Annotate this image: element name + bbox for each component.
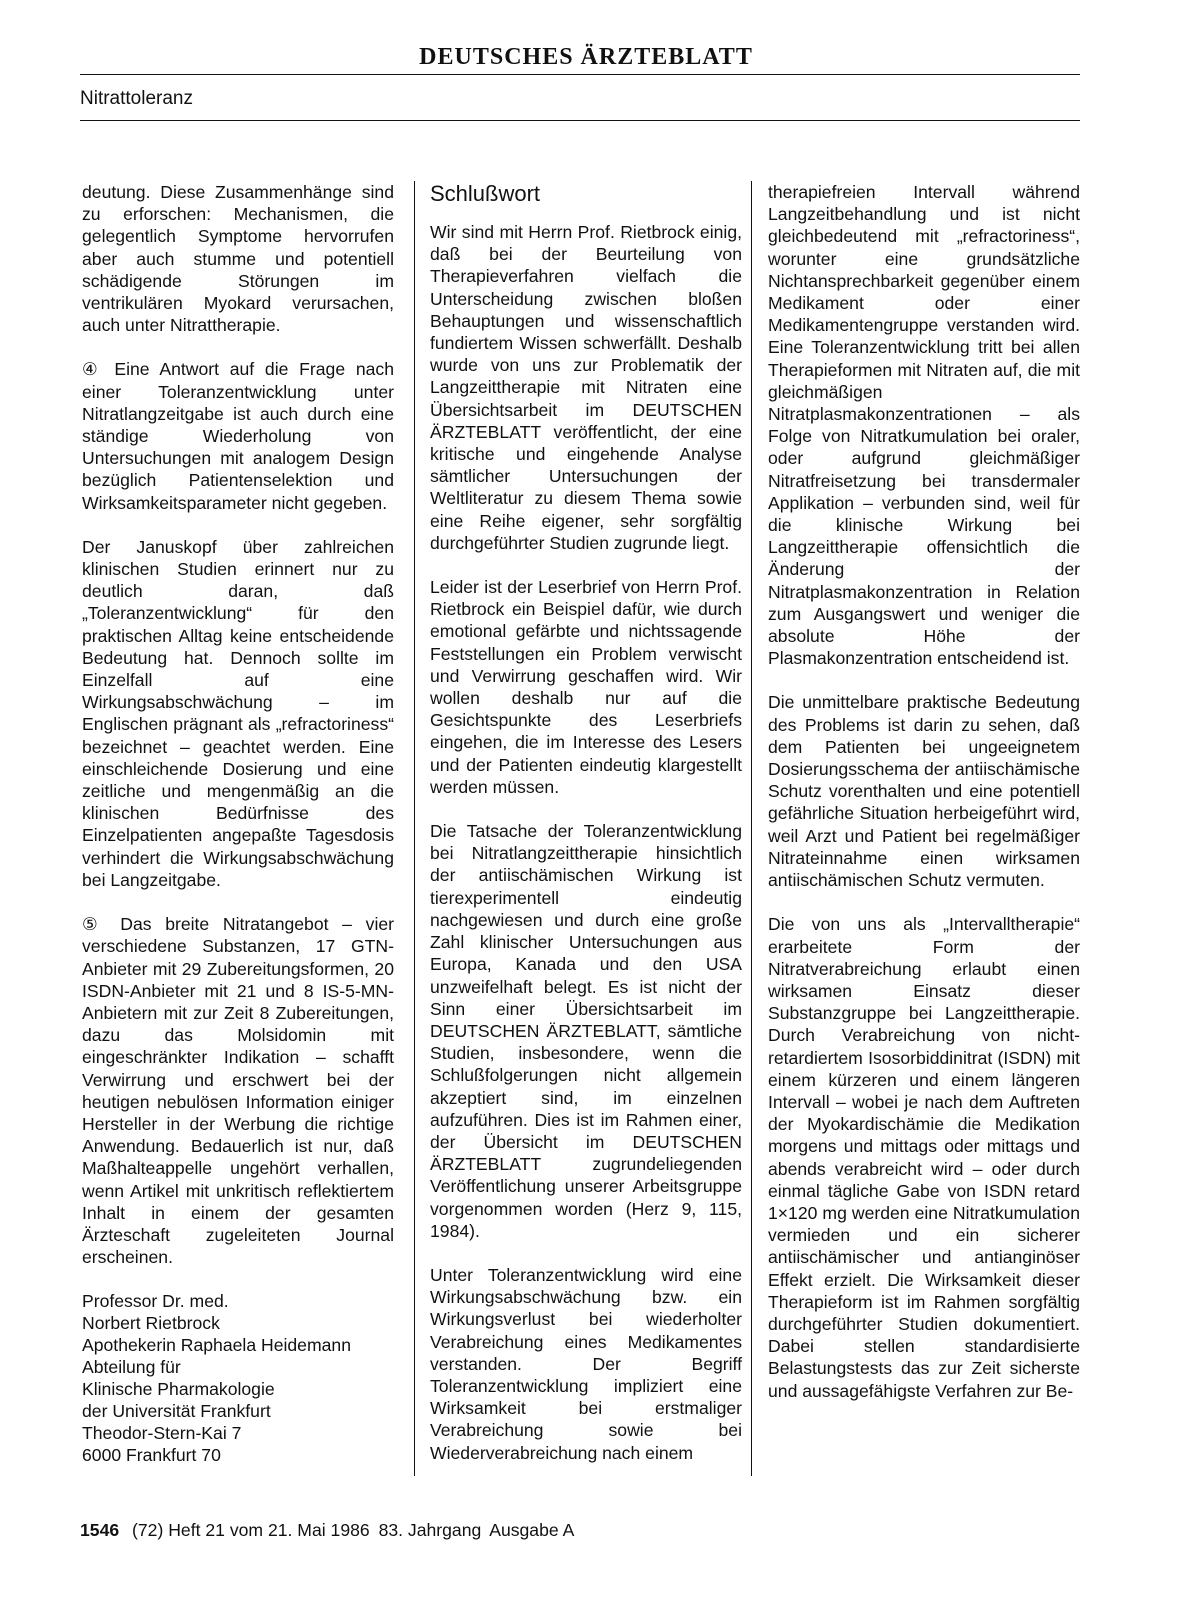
paragraph: Unter Toleranzentwicklung wird eine Wirkungsabschwächung bzw. ein Wirkungsverlust bei wiederholter Verabreichung eines Medikamentes verstanden. Der Begriff Toleranzentwicklung impliziert eine Wirksamkeit bei erstmaliger Verabreichung sowie bei Wiederverabreichung nach einem xyxy=(430,1264,742,1463)
paragraph: therapiefreien Intervall während Langzeitbehandlung und ist nicht gleichbedeutend mit „refractoriness“, worunter eine grundsätzliche Nichtansprechbarkeit gegenüber einem Medikament oder einer Medikamentengruppe verstanden wird. Eine Toleranzentwicklung tritt bei allen Therapieformen mit Nitraten auf, die mit gleichmäßigen Nitratplasmakonzentrationen – als Folge von Nitratkumulation bei oraler, oder aufgrund gleichmäßiger Nitratfreisetzung bei transdermaler Applikation – verbunden sind, weil für die klinische Wirkung bei Langzeittherapie offensichtlich die Änderung der Nitratplasmakonzentration in Relation zum Ausgangswert und weniger die absolute Höhe der Plasmakonzentration entscheidend ist. xyxy=(768,182,1080,669)
edition-info: Ausgabe A xyxy=(489,1520,575,1540)
paragraph: Leider ist der Leserbrief von Herrn Prof. Rietbrock ein Beispiel dafür, wie durch emotional gefärbte und nichtssagende Feststellungen ein Problem verwischt und Verwirrung geschaffen wird. Wir wollen deshalb nur auf die Gesichtspunkte des Leserbriefs eingehen, die im Interesse des Lesers und der Patienten eindeutig klargestellt werden müssen. xyxy=(430,577,742,797)
signature-line: Abteilung für xyxy=(82,1357,181,1378)
header-rule-top xyxy=(80,74,1080,75)
masthead-title: DEUTSCHES ÄRZTEBLATT xyxy=(419,44,753,70)
column-divider xyxy=(414,181,415,1476)
column-1 xyxy=(82,181,394,1466)
column-3 xyxy=(768,181,1080,1424)
paragraph: Der Januskopf über zahlreichen klinischen Studien erinnert nur zu deutlich daran, daß „Toleranzentwicklung“ für den praktischen Alltag keine entscheidende Bedeutung hat. Dennoch sollte im Einzelfall auf eine Wirkungsabschwächung – im Englischen prägnant als „refractoriness“ bezeichnet – geachtet werden. Eine einschleichende Dosierung und eine zeitliche und mengenmäßig an die klinischen Bedürfnisse des Einzelpatienten angepaßte Tagesdosis verhindert die Wirkungsabschwächung bei Langzeitgabe. xyxy=(82,536,394,890)
paragraph: Die Tatsache der Toleranzentwicklung bei Nitratlangzeittherapie hinsichtlich der antiischämischen Wirkung ist tierexperimentell eindeutig nachgewiesen und durch eine große Zahl klinischer Untersuchungen aus Europa, Kanada und den USA unzweifelhaft belegt. Es ist nicht der Sinn einer Übersichtsarbeit im DEUTSCHEN ÄRZTEBLATT, sämtliche Studien, insbesondere, wenn die Schlußfolgerungen nicht allgemein akzeptiert sind, im einzelnen aufzuführen. Dies ist im Rahmen einer, der Übersicht im DEUTSCHEN ÄRZTEBLATT zugrundeliegenden Veröffentlichung unserer Arbeitsgruppe vorgenommen worden (Herz 9, 115, 1984). xyxy=(430,821,742,1241)
volume-info: 83. Jahrgang xyxy=(378,1520,482,1540)
reply-heading: Schlußwort xyxy=(430,181,541,206)
signature-line: Norbert Rietbrock xyxy=(82,1313,220,1334)
signature-line: Theodor-Stern-Kai 7 xyxy=(82,1423,242,1444)
column-divider xyxy=(751,181,752,1476)
signature-line: 6000 Frankfurt 70 xyxy=(82,1445,221,1466)
author-signature xyxy=(82,1290,394,1466)
paragraph: Wir sind mit Herrn Prof. Rietbrock einig, daß bei der Beurteilung von Therapieverfahren vielfach die Unterscheidung zwischen bloßen Behauptungen und wissenschaftlich fundiertem Wissen schwerfällt. Deshalb wurde von uns zur Problematik der Langzeittherapie mit Nitraten eine Übersichtsarbeit im DEUTSCHEN ÄRZTEBLATT veröffentlicht, der eine kritische und eingehende Analyse sämtlicher Untersuchungen der Weltliteratur zu diesem Thema sowie eine Reihe eigener, sehr sorgfältig durchgeführter Studien zugrunde liegt. xyxy=(430,222,742,553)
signature-line: der Universität Frankfurt xyxy=(82,1401,271,1422)
signature-line: Klinische Pharmakologie xyxy=(82,1379,275,1400)
signature-line: Professor Dr. med. xyxy=(82,1291,229,1312)
paragraph: Die von uns als „Intervalltherapie“ erarbeitete Form der Nitratverabreichung erlaubt einen wirksamen Einsatz dieser Substanzgruppe bei Langzeittherapie. Durch Verabreichung von nicht-retardiertem Isosorbiddinitrat (ISDN) mit einem kürzeren und einem längeren Intervall – wobei je nach dem Auftreten der Myokardischämie die Medikation morgens und mittags oder mittags und abends verabreicht wird – oder durch einmal tägliche Gabe von ISDN retard 1×120 mg werden eine Nitratkumulation vermieden und ein sicherer antiischämischer und antianginöser Effekt erzielt. Die Wirksamkeit dieser Therapieform ist im Rahmen sorgfältig durchgeführter Studien dokumentiert. Dabei stellen standardisierte Belastungstests das zur Zeit sicherste und aussagefähigste Verfahren zur Be- xyxy=(768,914,1080,1401)
paragraph: ④ Eine Antwort auf die Frage nach einer Toleranzentwicklung unter Nitratlangzeitgabe ist auch durch eine ständige Wiederholung von Untersuchungen mit analogem Design bezüglich Patientenselektion und Wirksamkeitsparameter nicht gegeben. xyxy=(82,359,394,513)
issue-info: (72) Heft 21 vom 21. Mai 1986 xyxy=(132,1520,370,1540)
header-rule-bottom xyxy=(80,120,1080,121)
section-title: Nitrattoleranz xyxy=(80,88,193,109)
page-footer xyxy=(80,1520,578,1541)
signature-line: Apothekerin Raphaela Heidemann xyxy=(82,1335,351,1356)
paragraph: deutung. Diese Zusammenhänge sind zu erforschen: Mechanismen, die gelegentlich Symptome hervorrufen aber auch stumme und potentiell schädigende Störungen im ventrikulären Myokard verursachen, auch unter Nitrattherapie. xyxy=(82,182,394,336)
column-2 xyxy=(430,181,742,1486)
paragraph: Die unmittelbare praktische Bedeutung des Problems ist darin zu sehen, daß dem Patienten bei ungeeignetem Dosierungsschema der antiischämische Schutz vorenthalten und eine potentiell gefährliche Situation herbeigeführt wird, weil Arzt und Patient bei regelmäßiger Nitrateinnahme einen wirksamen antiischämischen Schutz vermuten. xyxy=(768,692,1080,891)
paragraph: ⑤ Das breite Nitratangebot – vier verschiedene Substanzen, 17 GTN-Anbieter mit 29 Zubereitungsformen, 20 ISDN-Anbieter mit 21 und 8 IS-5-MN-Anbietern mit zur Zeit 8 Zubereitungen, dazu das Molsidomin mit eingeschränkter Indikation – schafft Verwirrung und erschwert bei der heutigen nebulösen Information einiger Hersteller in der Werbung die richtige Anwendung. Bedauerlich ist nur, daß Maßhalteappelle ungehört verhallen, wenn Artikel mit unkritisch reflektiertem Inhalt in einem der gesamten Ärzteschaft zugeleiteten Journal erscheinen. xyxy=(82,914,394,1268)
page-number: 1546 xyxy=(80,1520,120,1540)
